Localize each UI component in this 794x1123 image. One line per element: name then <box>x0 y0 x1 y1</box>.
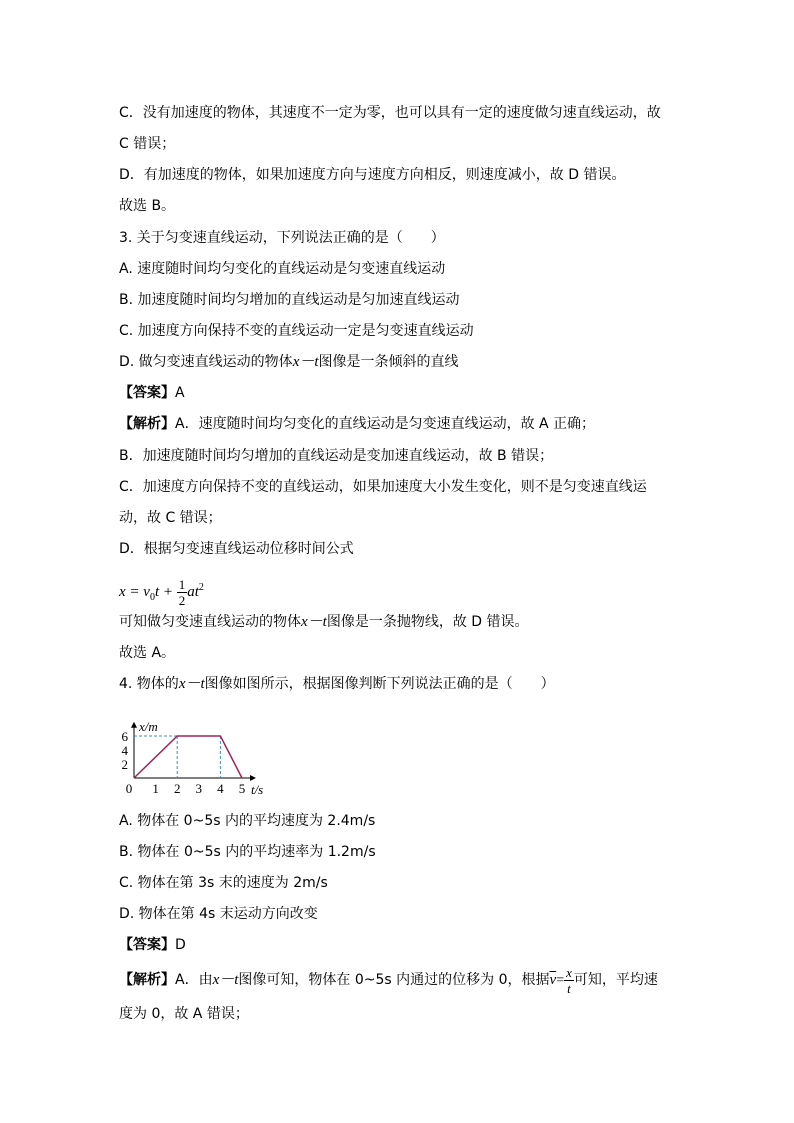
series-line <box>134 736 242 778</box>
q3-analysis-a <box>119 414 595 434</box>
y-tick-label: 6 <box>121 729 128 744</box>
q3-conclusion-post: 图像是一条抛物线，故 D 错误。 <box>326 614 529 630</box>
x-tick-label: 0 <box>125 781 133 796</box>
x-tick-label: 1 <box>152 781 159 796</box>
avg-velocity-numerator: x <box>566 964 572 980</box>
q3-analysis-c2: 动，故 C 错误； <box>119 510 222 526</box>
q4-analysis-a <box>119 962 658 999</box>
x-tick-label: 4 <box>217 781 224 796</box>
prev-option-d: D．有加速度的物体，如果加速度方向与速度方向相反，则速度减小，故 D 错误。 <box>119 167 626 183</box>
q4-analysis-a-math: x－t <box>212 972 239 988</box>
q4-stem-post: 图像如图所示，根据图像判断下列说法正确的是（ ） <box>204 676 555 692</box>
formula-superscript: 2 <box>198 582 204 593</box>
q3-answer <box>119 383 185 403</box>
q3-analysis-label: 【解析】 <box>119 416 175 432</box>
q4-option-b: B. 物体在 0~5s 内的平均速率为 1.2m/s <box>119 844 376 860</box>
q3-conclusion-pre: 可知做匀变速直线运动的物体 <box>119 614 301 630</box>
q4-analysis-a-post: 可知，平均速 <box>573 972 658 988</box>
q3-option-d-pre: D. 做匀变速直线运动的物体 <box>119 354 293 370</box>
y-axis-label: x/m <box>139 718 158 734</box>
q3-option-a: A. 速度随时间均匀变化的直线运动是匀变速直线运动 <box>119 261 446 277</box>
q3-stem: 3. 关于匀变速直线运动，下列说法正确的是（ ） <box>119 230 445 246</box>
q3-option-c: C. 加速度方向保持不变的直线运动一定是匀变速直线运动 <box>119 323 474 339</box>
q3-conclusion <box>119 612 529 632</box>
formula-subscript: 0 <box>149 592 155 603</box>
q3-analysis-a-text: A．速度随时间均匀变化的直线运动是匀变速直线运动，故 A 正确； <box>175 416 596 432</box>
q3-option-d-post: 图像是一条倾斜的直线 <box>318 354 459 370</box>
avg-velocity-equals: = <box>556 973 565 988</box>
x-tick-label: 5 <box>238 781 246 796</box>
q4-answer-label: 【答案】 <box>119 937 175 953</box>
xt-graph <box>116 700 286 800</box>
q4-stem-math: x－t <box>178 676 205 692</box>
prev-option-c-line1: C．没有加速度的物体，其速度不一定为零，也可以具有一定的速度做匀速直线运动，故 <box>119 105 661 121</box>
q4-option-d: D. 物体在第 4s 末运动方向改变 <box>119 906 318 922</box>
x-axis-label: t/s <box>250 782 264 797</box>
formula-numerator: 1 <box>178 577 186 593</box>
q4-analysis-label: 【解析】 <box>119 972 175 988</box>
formula-mid: t + <box>154 584 173 600</box>
formula-denominator: 2 <box>178 593 186 609</box>
q3-option-d-math: x－t <box>292 354 319 370</box>
q3-choose: 故选 A。 <box>119 645 176 661</box>
formula-right: at <box>187 584 199 600</box>
avg-velocity-fraction <box>564 965 574 996</box>
q3-option-d <box>119 352 459 372</box>
x-tick-label: 3 <box>195 781 203 796</box>
y-tick-label: 2 <box>121 757 128 772</box>
q3-analysis-c1: C．加速度方向保持不变的直线运动，如果加速度大小发生变化，则不是匀变速直线运 <box>119 479 647 495</box>
y-tick-label: 4 <box>121 743 128 758</box>
q4-analysis-a-pre: A．由 <box>175 972 213 988</box>
q4-answer-value: D <box>175 937 186 953</box>
q3-analysis-b: B．加速度随时间均匀增加的直线运动是变加速直线运动，故 B 错误； <box>119 448 554 464</box>
q3-option-b: B. 加速度随时间均匀增加的直线运动是匀加速直线运动 <box>119 292 460 308</box>
formula-left: x = v <box>119 584 150 600</box>
q4-stem <box>119 674 555 694</box>
q4-option-c: C. 物体在第 3s 末的速度为 2m/s <box>119 875 328 891</box>
q3-answer-value: A <box>175 385 185 401</box>
q4-stem-pre: 4. 物体的 <box>119 676 179 692</box>
avg-velocity-denominator: t <box>567 980 571 996</box>
q4-analysis-a2: 度为 0，故 A 错误； <box>119 1006 249 1022</box>
prev-option-c-line2: C 错误； <box>119 136 176 152</box>
q3-answer-label: 【答案】 <box>119 385 175 401</box>
prev-choose: 故选 B。 <box>119 198 176 214</box>
q3-analysis-d: D．根据匀变速直线运动位移时间公式 <box>119 541 354 557</box>
q3-conclusion-math: x－t <box>301 614 327 630</box>
q4-answer <box>119 935 186 955</box>
avg-velocity-symbol: $\overline{v}$ <box>549 972 557 988</box>
q4-option-a: A. 物体在 0~5s 内的平均速度为 2.4m/s <box>119 813 376 829</box>
formula-fraction <box>177 577 188 608</box>
x-tick-label: 2 <box>173 781 181 796</box>
q4-analysis-a-mid: 图像可知，物体在 0~5s 内通过的位移为 0，根据 <box>238 972 550 988</box>
